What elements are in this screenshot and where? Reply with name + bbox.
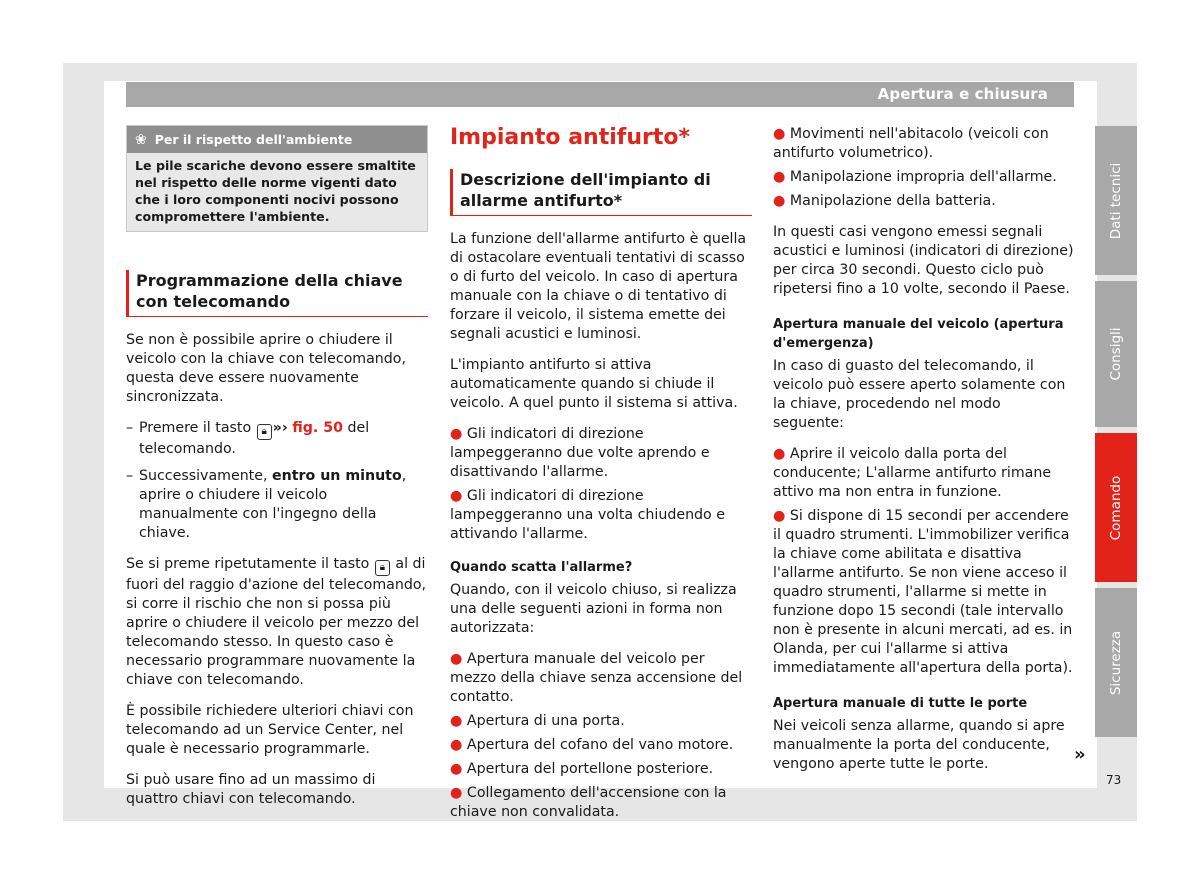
side-tab-comando[interactable]: Comando (1095, 433, 1137, 582)
side-tab-dati-tecnici[interactable]: Dati tecnici (1095, 126, 1137, 275)
side-tab-consigli[interactable]: Consigli (1095, 281, 1137, 427)
list-item: ● Apertura di una porta. (450, 713, 625, 729)
list-item: ● Collegamento dell'accensione con la chiave non convalidata. (450, 785, 727, 820)
list-item: ● Apertura del cofano del vano motore. (450, 737, 734, 753)
paragraph: L'impianto antifurto si attiva automaticamente quando si chiude il veicolo. A quel punto il sistema si attiva. (450, 357, 738, 411)
paragraph: In caso di guasto del telecomando, il veicolo può essere aperto solamente con la chiave, procedendo nel modo seguente: (773, 358, 1066, 431)
subheading: Quando scatta l'allarme? (450, 560, 633, 575)
paragraph: Se non è possibile aprire o chiudere il veicolo con la chiave con telecomando, questa deve essere nuovamente sincronizzata. (126, 332, 406, 405)
paragraph: In questi casi vengono emessi segnali acustici e luminosi (indicatori di direzione) per circa 30 secondi. Questo ciclo può ripetersi fino a 10 volte, secondo il Paese. (773, 224, 1074, 297)
list-item: ● Manipolazione impropria dell'allarme. (773, 169, 1057, 185)
list-item: ● Aprire il veicolo dalla porta del conducente; L'allarme antifurto rimane attivo ma non entra in funzione. (773, 446, 1052, 500)
list-item: ● Apertura del portellone posteriore. (450, 761, 714, 777)
bullet-icon: ● (773, 126, 786, 142)
column-middle (450, 125, 752, 827)
paragraph: Nei veicoli senza allarme, quando si apre manualmente la porta del conducente, vengono aperte tutte le porte. (773, 718, 1065, 772)
lock-key-icon: 🔒︎ (375, 560, 390, 576)
subheading: Apertura manuale del veicolo (apertura d'emergenza) (773, 317, 1064, 351)
bullet-icon: ● (450, 713, 463, 729)
section-title-key-programming: Programmazione della chiave con telecomando (126, 270, 428, 317)
paragraph: Quando, con il veicolo chiuso, si realizza una delle seguenti azioni in forma non autorizzata: (450, 582, 737, 636)
flower-icon: ❀ (135, 131, 147, 148)
list-item: ● Gli indicatori di direzione lampeggeranno una volta chiudendo e attivando l'allarme. (450, 488, 725, 542)
paragraph: La funzione dell'allarme antifurto è quella di ostacolare eventuali tentativi di scasso o di furto del veicolo. In caso di apertura manuale con la chiave o di tentativo di forzare il veicolo, il sistema emette dei segnali acustici e luminosi. (450, 231, 747, 342)
column-left (126, 125, 428, 821)
step-item: – Successivamente, entro un minuto, aprire o chiudere il veicolo manualmente con l'ingegno della chiave. (126, 468, 407, 541)
list-item: ● Gli indicatori di direzione lampeggeranno due volte aprendo e disattivando l'allarme. (450, 426, 710, 480)
list-item: ● Manipolazione della batteria. (773, 193, 996, 209)
side-tab-sicurezza[interactable]: Sicurezza (1095, 588, 1137, 737)
continue-arrow-icon: » (1074, 744, 1086, 765)
bullet-icon: ● (450, 737, 463, 753)
section-title-alarm-description: Descrizione dell'impianto di allarme antifurto* (450, 169, 752, 216)
paragraph: Se si preme ripetutamente il tasto 🔒︎ al di fuori del raggio d'azione del telecomando, si corre il rischio che non si possa più aprire o chiudere il veicolo per mezzo del telecomando stesso. In questo caso è necessario programmare nuovamente la chiave con telecomando. (126, 556, 427, 688)
column-right (773, 125, 1075, 786)
environment-note-header (127, 126, 427, 153)
subheading: Apertura manuale di tutte le porte (773, 696, 1028, 711)
reference-arrows: »› (272, 420, 288, 436)
bullet-icon: ● (773, 169, 786, 185)
environment-note-box (126, 125, 428, 232)
lock-key-icon: 🔒︎ (257, 424, 272, 440)
environment-note-text: Le pile scariche devono essere smaltite nel rispetto delle norme vigenti dato che i loro componenti nocivi possono compromettere l'ambiente. (135, 158, 416, 224)
bullet-icon: ● (450, 488, 463, 504)
bullet-icon: ● (450, 761, 463, 777)
bullet-icon: ● (450, 426, 463, 442)
chapter-header-bar (126, 82, 1074, 107)
figure-reference-link[interactable]: fig. 50 (292, 420, 343, 436)
page-number: 73 (1106, 773, 1122, 787)
chapter-title: Apertura e chiusura (877, 85, 1048, 103)
bullet-icon: ● (773, 508, 786, 524)
bullet-icon: ● (450, 785, 463, 801)
bullet-icon: ● (773, 193, 786, 209)
list-item: ● Si dispone di 15 secondi per accendere il quadro strumenti. L'immobilizer verifica la chiave come abilitata e disattiva l'allarme antifurto. Se non viene acceso il quadro strumenti, l'allarme si mette in funzione dopo 15 secondi (tale intervallo non è presente in alcuni mercati, ad es. in Olanda, per cui l'allarme si attiva immediatamente all'apertura della porta). (773, 508, 1073, 676)
environment-note-title: Per il rispetto dell'ambiente (154, 132, 353, 147)
step-item: – Premere il tasto 🔒︎ »› fig. 50 del telecomando. (126, 420, 370, 457)
list-item: ● Apertura manuale del veicolo per mezzo della chiave senza accensione del contatto. (450, 651, 743, 705)
bullet-icon: ● (450, 651, 463, 667)
bullet-icon: ● (773, 446, 786, 462)
paragraph: Si può usare fino ad un massimo di quattro chiavi con telecomando. (126, 772, 376, 807)
section-main-title: Impianto antifurto* (450, 125, 690, 150)
list-item: ● Movimenti nell'abitacolo (veicoli con antifurto volumetrico). (773, 126, 1049, 161)
paragraph: È possibile richiedere ulteriori chiavi con telecomando ad un Service Center, nel quale è necessario programmarle. (126, 703, 414, 757)
